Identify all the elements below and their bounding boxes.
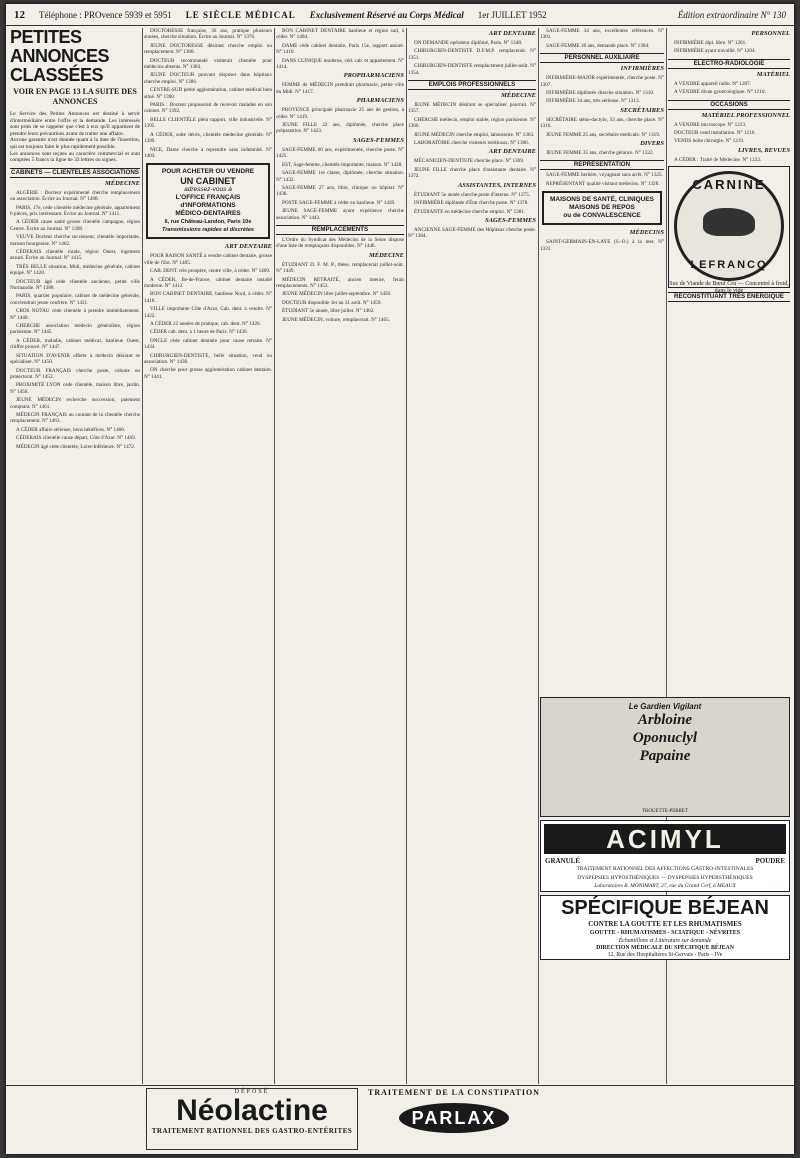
neolactine-depose: DÉPOSÉ [234,1089,270,1095]
subsection-heading: ART DENTAIRE [224,243,272,251]
classified-ad: CÉDER cab. dent. à 1 heure de Paris. N° 1430. [150,329,248,336]
classified-ad: JEUNE SAGE-FEMME ayant expérience cherche association. N° 1443. [276,208,404,221]
classified-ad: CHIRURGIEN-DENTISTE D.F.M.P. remplacerait. N° 1351. [408,48,536,61]
classified-ad: CHERCHE médecin, emploi stable, région parisienne. N° 1360. [408,116,536,130]
acimyl-lab: Laboratoires B. MONIMART, 27, rue du Grand Cerf, à MEAUX [594,883,736,889]
subsection-heading: MÉDECINS [629,229,664,237]
classified-ad: POUR RAISON SANTÉ à vendre cabinet dentaire, grosse ville de l'Est. N° 1405. [144,253,272,266]
classified-ad: A CÉDER, maladie, cabinet médical, banlieue Ouest, chiffre prouvé. N° 1447. [10,337,140,351]
gardien-title: Le Gardien Vigilant [628,702,702,711]
classified-ad: SAGE-FEMME 1re classe, diplômée, cherche situation. N° 1432. [276,170,404,183]
subsection-heading: ASSISTANTES, INTERNES [457,181,536,189]
newspaper-page [6,4,794,1154]
box-ad-line: UN CABINET [180,176,236,187]
carnine-advertisement [668,166,790,295]
subsection-heading: SAGES-FEMMES [353,136,404,144]
section-heading: REMPLACEMENTS [276,225,404,235]
acimyl-form: GRANULÉ [545,857,581,865]
classified-ad: BELLE CLIENTÈLE plein rapport, ville industrielle. N° 1395. [144,116,272,130]
classified-ad: REPRÉSENTANT qualité visitant médecins. N° 1328. [546,180,660,187]
box-ad-line: 6, rue Château-Landon, Paris 10e [164,219,252,226]
classified-ad: DAME cède cabinet dentaire, Paris 15e, rapport assuré. N° 1410. [276,42,404,56]
classified-ad: DOCTEUR FRANÇAIS cherche poste, colonie ou protectorat. N° 1452. [10,367,140,380]
classified-ad: NICE, Dame cherche à reprendre sans indemnité. N° 1403. [144,146,272,159]
gardien-product: Oponuclyl [632,730,698,746]
parlax-title: TRAITEMENT DE LA CONSTIPATION [368,1088,540,1097]
column-4 [408,28,536,1084]
classified-ad: CÉDERAIS clientèle rurale, région Ouest, logement assuré. Écrire au Journal. N° 1415. [10,249,140,262]
carnine-maker: LEFRANCQ [690,258,768,271]
bottom-banner [6,1085,794,1154]
specifique-line: CONTRE LA GOUTTE ET LES RHUMATISMES [588,919,742,928]
journal-title: LE SIÈCLE MÉDICAL [185,9,296,20]
intro-paragraph: Aucune garantie n'est donnée quant à la date de l'insertion, qui est toujours faite le plus rapidement possible. [10,137,140,150]
subsection-heading: ART DENTAIRE [488,148,536,156]
classified-ad: A VENDRE microscope. N° 1213. [674,121,747,128]
maisons-de-sante-box [542,191,662,225]
classified-ad: L'Ordre du Syndicat des Médecins de la Seine dispose d'une liste de remplaçants disponibles. N° 1446. [276,236,404,250]
classified-ad: INFIRMIÈRE ayant travaillé. N° 1204. [674,48,756,55]
carnine-brand: CARNINE [692,177,766,193]
classified-ad: JEUNE FEMME 25 ans, secrétaire médicale. N° 1319. [546,131,661,138]
column-rule [274,28,275,1084]
classified-ad: LABORATOIRE cherche visiteurs médicaux. N° 1366. [414,140,530,147]
classified-ad: MÉDECIN âgé cède clientèle, Loire-Inférieure. N° 1472. [16,443,136,450]
cow-icon [703,208,755,236]
classified-ad: CROS NOTAU cède clientèle à prendre immédiatement. N° 1440. [10,308,140,321]
specifique-address: 12, Rue des Hospitalières St-Gervais - Paris - IVe [607,951,723,958]
classified-ad: INFIRMIÈRE diplômée d'État cherche poste. N° 1378. [414,200,529,207]
intro-paragraph: Le Service des Petites Annonces est destiné à servir d'intermédiaire entre l'offre et la demande. Les intéressés sont priés de se rappeler que c'est à eux qu'il appartient de prendre leurs précautions avant de traiter une affaire. [10,111,140,137]
classified-ad: INFIRMIÈRE-MAJOR expérimentée, cherche poste. N° 1307. [540,75,664,88]
classified-ad: INFIRMIÈRE dipl. libre. N° 1201. [674,40,747,46]
classified-ad: SAGE-FEMME 34 ans, excellentes références. N° 1301. [540,28,664,41]
classified-ad: A VENDRE appareil radio. N° 1207. [674,80,752,87]
box-ad-line: L'OFFICE FRANÇAIS d'INFORMATIONS [175,194,241,210]
box-ad-line: POUR ACHETER OU VENDRE [161,168,255,176]
acimyl-brand: ACIMYL [544,824,786,854]
carnine-caption: Suc de Viande de Bœuf Cru — Concentré à froid, dans le vide [669,281,789,295]
box-ad-line: Transmissions rapides et discrètes [162,227,254,234]
classified-ad: SAGE-FEMME 36 ans, demande place. N° 1304. [546,42,650,49]
neolactine-brand: Néolactine [176,1094,328,1127]
specifique-bejean-advertisement [540,895,790,960]
telephone: Téléphone : PROvence 5939 et 5951 [39,9,172,20]
classified-ad: DOCTEUR recommandé visiterait clientèle pour médecins absents. N° 1383. [144,57,272,71]
classified-ad: A VENDRE divan gynécologique. N° 1210. [674,89,766,96]
classified-ad: JEUNE MÉDECIN recherche succession, paiement comptant. N° 1461. [10,397,140,410]
issue-date: 1er JUILLET 1952 [477,9,547,20]
specifique-line: DIRECTION MÉDICALE DU SPÉCIFIQUE BÉJEAN [596,944,734,951]
classified-ad: VEUVE Docteur cherche successeur, clientèle importante, maison bourgeoise. N° 1402. [10,234,140,247]
section-heading: REPRÉSENTATION [540,160,664,170]
classified-subtitle: VOIR EN PAGE 13 LA SUITE DES ANNONCES [13,87,137,106]
subsection-heading: MÉDECINE [500,92,536,100]
classified-ad: CENTRE-SUD petite agglomération, cabinet médical bien situé. N° 1390. [144,87,272,100]
classified-ad: PARIS, 17e, cède clientèle médecine générale, appartement 6 pièces, prix intéressant. Écrire au Journal. N° 1411. [10,204,140,217]
classified-ad: MÉDECIN RETRAITÉ, ancien interne, ferait remplacements. N° 1453. [276,276,404,289]
classified-ad: CHIRURGIEN-DENTISTE, belle situation, vend ou association. N° 1438. [144,352,272,365]
display-ads-area [540,694,790,1094]
box-ad-line: MAISONS DE REPOS [569,204,635,212]
section-heading: ÉLECTRO-RADIOLOGIE [668,59,790,69]
parlax-brand: PARLAX [399,1103,509,1133]
classified-ad: CHIRURGIEN-DENTISTE remplacement juillet-août. N° 1354. [408,63,536,76]
subsection-heading: PHARMACIENS [356,97,404,105]
neolactine-tagline: TRAITEMENT RATIONNEL DES GASTRO-ENTÉRITES [151,1127,353,1135]
classified-ad: A CÉDER : Traité de Médecine. N° 1222. [674,156,762,163]
acimyl-line: DYSPEPSIES HYPOSTHÉNIQUES — DYSPEPSIES HYPERSTHÉNIQUES [577,874,753,881]
box-ad-line: MAISONS DE SANTÉ, CLINIQUES [549,196,654,204]
classified-ad: BON CABINET DENTAIRE, banlieue Nord, à céder. N° 1418. [144,291,272,304]
classified-ad: MÉDECIN FRANÇAIS au courant de la clientèle cherche remplacement. N° 1463. [10,411,140,425]
subsection-heading: INFIRMIÈRES [620,65,664,73]
classified-ad: PARIS : Docteur proposerait de recevoir malades en son cabinet. N° 1392. [144,102,272,115]
specifique-brand: SPÉCIFIQUE BÉJEAN [561,896,769,919]
box-ad-line: ou de CONVALESCENCE [563,212,641,220]
classified-ad: ANCIENNE SAGE-FEMME des Hôpitaux cherche poste. N° 1384. [408,226,536,240]
classified-ad: DOCTEUR âgé cède clientèle ancienne, petite ville Normandie. N° 1388. [10,278,140,292]
classified-ad: JEUNE FILLE 22 ans, diplômée, cherche place préparatrice. N° 1423. [276,122,404,135]
specifique-line: GOUTTE - RHUMATISMES - SCIATIQUE - NÉVRITES [589,929,741,936]
classified-ad: INFIRMIÈRE 34 ans, très sérieuse. N° 1313. [546,98,640,105]
classified-ad: ÉTUDIANTE en médecine cherche emploi. N° 1381. [414,208,526,215]
page-number: 12 [14,8,25,21]
classified-ad: SAGE-FEMME 60 ans, expérimentée, cherche poste. N° 1425. [276,146,404,160]
box-ad-line: MÉDICO-DENTAIRES [175,210,241,218]
classified-ad: JEUNE MÉDECIN libre juillet-septembre. N° 1456. [282,291,392,298]
classified-ad: A CÉDER, Ile-de-France, cabinet dentaire installé moderne. N° 1412. [144,276,272,289]
classified-ad: POSTE SAGE-FEMME à céder en banlieue. N° 1439. [282,199,396,206]
classified-ad: A CÉDER cause santé grosse clientèle campagne, région Centre. Écrire au Journal. N° 1398. [10,219,140,232]
gardien-advertisement [540,697,790,817]
subsection-heading: MÉDECINE [368,251,404,259]
classified-ad: SAGE-FEMME 27 ans, libre, clinique ou hôpital. N° 1436. [276,184,404,198]
classified-ad: ÉTUDIANT D. F. M. P., thèse, remplacerait juillet-août. N° 1449. [276,261,404,275]
classified-ad: EST, Sage-femme, clientèle importante, maison. N° 1428. [282,161,403,168]
box-ad-line: adressez-vous à [184,186,232,194]
classified-ad: FEMME de MÉDECIN prendrait pharmacie, petite ville du Midi. N° 1417. [276,82,404,95]
classified-ad: CAB. DENT. très prospère, centre ville, à céder. N° 1409. [150,268,271,275]
subsection-heading: MÉDECINE [104,179,140,187]
carnine-subtitle: RECONSTITUANT TRÈS ÉNERGIQUE [668,292,790,302]
section-heading: OCCASIONS [668,100,790,110]
classified-ad: ALGÉRIE : Docteur expérimenté cherche remplacement ou association. Écrire au Journal. N° 1408. [10,189,140,203]
specifique-line: Échantillons et Littérature sur demande [618,937,712,944]
classified-title: PETITES ANNONCES CLASSÉES [10,28,110,85]
gardien-product: Arbloine [637,712,693,728]
column-3 [276,28,404,1084]
classified-ad: VILLE importante Côte d'Azur, Cab. dent. à vendre. N° 1422. [144,306,272,319]
classified-ad: JEUNE MÉDECIN, voiture, remplacerait. N° 1465. [282,316,390,323]
subsection-heading: PROPHARMACIENS [343,72,404,80]
classified-ad: CÉDERAIS clientèle cause départ, Côte d'Azur. N° 1469. [16,435,136,442]
classified-ad: BON CABINET DENTAIRE banlieue et région sud, à céder. N° 1404. [276,28,404,41]
exclusive-note: Exclusivement Réservé au Corps Médical [309,9,464,20]
gardien-product: Papaine [639,748,691,764]
acimyl-line: TRAITEMENT RATIONNEL DES AFFECTIONS GASTRO-INTESTINALES [576,866,754,872]
subsection-heading: DIVERS [640,140,664,148]
page-header [6,4,794,26]
section-heading: PERSONNEL AUXILIAIRE [540,53,664,63]
edition-label: Édition extraordinaire N° 130 [677,9,786,20]
classified-ad: ÉTUDIANT 5e année cherche poste d'interne. N° 1375. [414,191,530,198]
intro-paragraph: Les annonces sont reçues au caractère commercial et sont comptées 5 francs la ligne de 33 lettres ou signes. [10,150,140,164]
classified-ad: ON DEMANDE opérateur diplômé, Paris. N° 1348. [414,40,523,46]
classified-ad: SECRÉTAIRE sténo-dactylo, 33 ans, cherche place. N° 1316. [540,116,664,130]
office-francais-box-ad [146,163,270,239]
classified-ad: VENDS boîte chirurgie. N° 1219. [674,138,745,145]
carnine-seal [674,171,784,281]
column-1 [10,28,140,1084]
classified-ad: TRÈS BELLE situation, Midi, médecine générale, cabinet équipé. N° 1420. [10,263,140,277]
classified-ad: ON cherche pour grosse agglomération cabinet dentaire. N° 1441. [144,367,272,380]
classified-ad: SITUATION D'AVENIR offerte à médecin désirant se spécialiser. N° 1450. [10,352,140,366]
classified-ad: ONCLE cède cabinet dentaire pour cause retraite. N° 1434. [144,337,272,351]
classified-ad: SAGE-FEMME berbère, voyageant sans arrêt. N° 1325. [546,172,663,179]
classified-ad: INFIRMIÈRE diplômée cherche situation. N° 1310. [546,90,655,97]
classified-ad: A CÉDER 22 années de pratique, cab. dent. N° 1426. [150,320,261,327]
column-rule [142,28,143,1084]
subsection-heading: MATÉRIEL PROFESSIONNEL [701,111,790,119]
classified-ad: DANS CLINIQUE moderne, céd. cab. et appartement. N° 1414. [276,57,404,71]
classified-ad: JEUNE DOCTORESSE désirant cherche emploi ou remplacement. N° 1380. [144,42,272,56]
subsection-heading: SECRÉTAIRES [620,106,664,114]
subsection-heading: PERSONNEL [751,30,790,37]
classified-ad: ÉTUDIANT 5e année, libre juillet. N° 1462. [282,308,375,315]
parlax-advertisement [364,1088,544,1150]
subsection-heading: MATÉRIEL [756,70,790,78]
classified-ad: JEUNE FEMME 35 ans, cherche gérance. N° 1322. [546,150,654,157]
classified-ad: JEUNE MÉDECIN désirant se spécialiser pourrait. N° 1357. [408,102,536,115]
classified-ad: PROVENCE principale pharmacie 25 ans de gestion, à céder. N° 1419. [276,107,404,120]
classified-ad: JEUNE DOCTEUR pouvant disposer dans hôpitaux cherche emploi. N° 1386. [144,72,272,85]
section-heading: EMPLOIS PROFESSIONNELS [408,80,536,90]
classified-ad: MÉCANICIEN-DENTISTE cherche place. N° 1369. [414,158,525,165]
classified-ad: PARIS, quartier populaire, cabinet de médecine générale, conviendrait jeune confrère. N° 1431. [10,293,140,306]
column-2 [144,28,272,1084]
column-rule [406,28,407,1084]
classified-ad: A CÉDER affaire sérieuse, bons bénéfices. N° 1466. [16,426,126,433]
classified-ad: DOCTEUR disponible 1er au 31 août. N° 1459. [282,299,382,306]
subsection-heading: LIVRES, REVUES [737,146,790,154]
section-heading: CABINETS — CLIENTELES ASSOCIATIONS [11,168,139,176]
classified-ad: PROXIMITÉ LYON cède clientèle, maison libre, jardin. N° 1458. [10,382,140,395]
classified-ad: CHERCHE association médecin généraliste, région parisienne. N° 1445. [10,323,140,336]
acimyl-advertisement [540,820,790,892]
subsection-heading: ART DENTAIRE [488,30,536,37]
classified-ad: A CÉDER, suite décès, clientèle médecine générale. N° 1399. [144,131,272,145]
gardien-maker: TROUETTE-PERRET [641,809,689,814]
acimyl-form: POUDRE [755,857,785,865]
classified-ad: DOCTORESSE française, 36 ans, pratique plusieurs années, cherche situation. Écrire au Journal. N° 1376. [144,28,272,41]
subsection-heading: SAGES-FEMMES [485,216,536,224]
classified-ad: DOCTEUR vend installation. N° 1216. [674,130,756,137]
classified-ad: JEUNE FILLE cherche place d'assistante dentaire. N° 1372. [408,166,536,180]
neolactine-advertisement [146,1088,358,1150]
column-rule [538,28,539,1084]
classified-ad: JEUNE MÉDECIN cherche emploi, laboratoire. N° 1363. [414,131,535,138]
classified-ad: SAINT-GERMAIN-EN-LAYE (S.-O.) à la mer. N° 1331. [540,239,664,252]
